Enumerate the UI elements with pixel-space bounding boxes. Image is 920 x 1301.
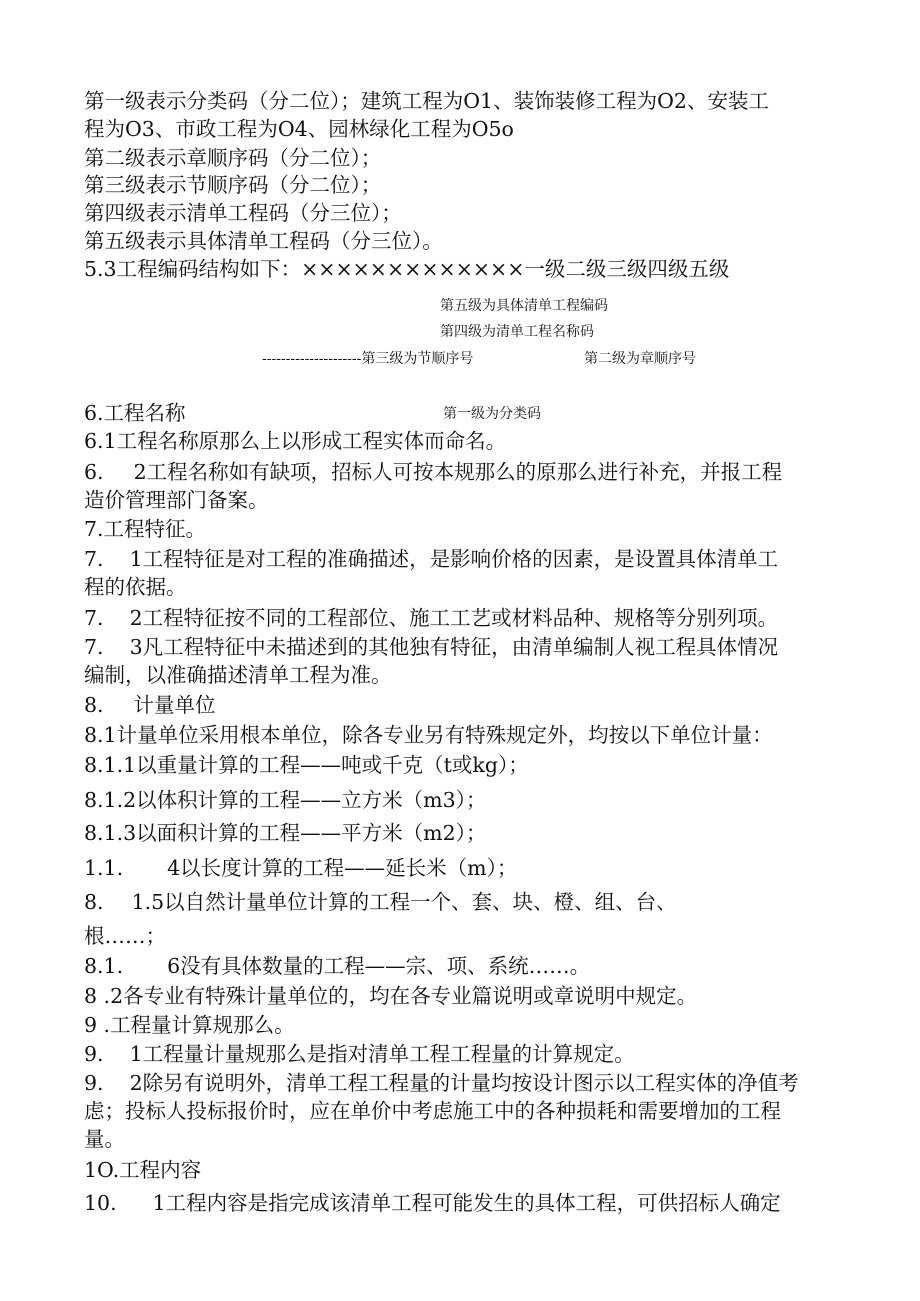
section-heading: 9 .工程量计算规那么。 [84,1013,295,1037]
line-number: 6. [84,460,104,484]
paragraph-line: 第一级表示分类码（分二位）；建筑工程为O1、装饰装修工程为O2、安装工 [84,89,769,113]
line-number: 9. [84,1042,104,1066]
diagram-level3-label: ---------------------第三级为节顺序号 [262,351,474,367]
paragraph-line: 9. 1工程量计量规那么是指对清单工程工程量的计算规定。 [84,1042,635,1066]
paragraph-line: 编制，以准确描述清单工程为准。 [84,663,392,687]
diagram-level4-label: 第四级为清单工程名称码 [440,324,594,340]
paragraph-line: 8.1计量单位采用根本单位，除各专业另有特殊规定外，均按以下单位计量： [84,723,773,747]
section-heading: 7.工程特征。 [84,517,207,541]
paragraph-line: 8.1.3以面积计算的工程——平方米（m2）； [84,821,487,845]
paragraph-line: 8.1.1以重量计算的工程——吨或千克（t或kg）； [84,753,529,777]
line-number: 7. [84,547,104,571]
paragraph-line: 第四级表示清单工程码（分三位）； [84,201,402,225]
paragraph-line: 8.1.2以体积计算的工程——立方米（m3）； [84,788,487,812]
diagram-level2-label: 第二级为章顺序号 [584,351,696,367]
paragraph-line: 虑；投标人投标报价时，应在单价中考虑施工中的各种损耗和需要增加的工程 [84,1099,781,1123]
paragraph-line: 10. 1工程内容是指完成该清单工程可能发生的具体工程，可供招标人确定 [84,1191,781,1215]
paragraph-line: 8. 1.5以自然计量单位计算的工程一个、套、块、橙、组、台、 [84,890,677,914]
paragraph-line: 6.1工程名称原那么上以形成工程实体而命名。 [84,429,507,453]
section-heading: 8. 计量单位 [84,693,216,717]
line-number: 10. [84,1191,117,1215]
paragraph-line: 8 .2各专业有特殊计量单位的，均在各专业篇说明或章说明中规定。 [84,984,698,1008]
paragraph-line: 程的依据。 [84,575,187,599]
paragraph-line: 第五级表示具体清单工程码（分三位）。 [84,229,443,253]
paragraph-line: 第三级表示节顺序码（分二位）； [84,173,382,197]
line-number: 9. [84,1071,104,1095]
paragraph-line: 8.1. 6没有具体数量的工程——宗、项、系统……。 [84,954,591,978]
line-number: 7. [84,635,104,659]
paragraph-line: 7. 2工程特征按不同的工程部位、施工工艺或材料品种、规格等分别列项。 [84,606,779,630]
line-number: 8.1. [84,954,124,978]
code-structure-line: 5.3工程编码结构如下：×××××××××××××一级二级三级四级五级 [84,257,730,281]
line-number: 8. [84,890,104,914]
paragraph-line: 7. 1工程特征是对工程的准确描述，是影响价格的因素，是设置具体清单工 [84,547,779,571]
paragraph-line: 第二级表示章顺序码（分二位）； [84,146,382,170]
paragraph-line: 1.1. 4以长度计算的工程——延长米（m）； [84,856,518,880]
line-number: 7. [84,606,104,630]
paragraph-line: 程为O3、市政工程为O4、园林绿化工程为O5o [84,117,514,141]
line-number: 8. [84,693,104,717]
paragraph-line: 6. 2工程名称如有缺项，招标人可按本规那么的原那么进行补充，并报工程 [84,460,783,484]
paragraph-line: 9. 2除另有说明外，清单工程工程量的计量均按设计图示以工程实体的净值考 [84,1071,799,1095]
diagram-level5-label: 第五级为具体清单工程编码 [440,298,608,314]
section-heading: 1O.工程内容 [84,1158,202,1182]
paragraph-line: 造价管理部门备案。 [84,488,269,512]
section-heading: 6.工程名称 [84,401,186,425]
line-number: 1.1. [84,856,124,880]
paragraph-line: 根……； [84,924,166,948]
paragraph-line: 量。 [84,1127,125,1151]
paragraph-line: 7. 3凡工程特征中未描述到的其他独有特征，由清单编制人视工程具体情况 [84,635,779,659]
diagram-level1-label: 第一级为分类码 [443,406,541,422]
